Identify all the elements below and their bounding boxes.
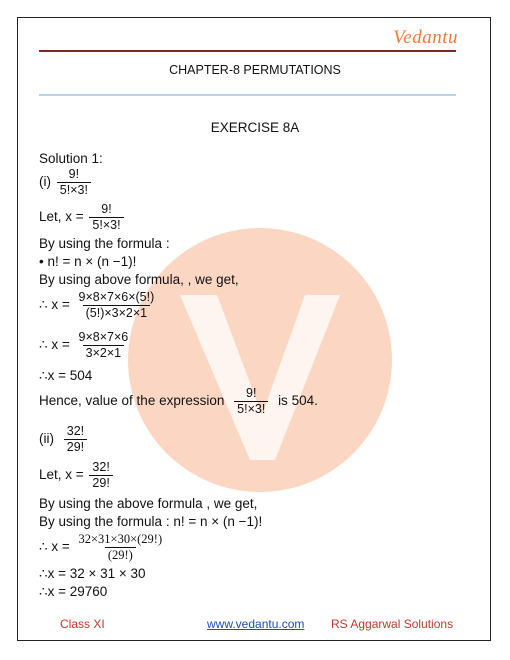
let-statement: Let, x = $\frac{32!}{29!}$ [39,460,115,491]
vedantu-logo: Vedantu [393,27,458,48]
fraction: $\frac{9\times 8\times 7\times 6\times(5!)}{(5!)\times 3\times 2\times 1}$ [78,290,155,320]
fraction: $\frac{9!}{5!\times 3!}$ [57,167,91,198]
part-ii-expression [39,424,89,455]
step-intro: By using the above formula , we get, [39,496,258,511]
formula: • n! = n × (n −1)! [39,254,137,269]
footer-class: Class XI [60,617,105,631]
let-statement: Let, x = $\frac{9!}{5!\times 3!}$ [39,202,126,233]
fraction: $\frac{9\times 8\times 7\times 6}{3\times 2\times 1}$ [78,330,129,360]
fraction: $\frac{32!}{29!}$ [64,424,87,455]
fraction: $\frac{32\times 31\times 30\times(29!)}{(29!)}$ [78,532,163,562]
watermark-v-icon [125,225,395,495]
step-2: ∴x = 32 × 31 × 30 [39,566,146,581]
footer-website-link[interactable]: www.vedantu.com [207,617,305,631]
step-intro: By using above formula, , we get, [39,272,239,287]
fraction: $\frac{9!}{5!\times 3!}$ [89,202,123,233]
exercise-title: EXERCISE 8A [210,120,300,135]
step-1: ∴ x = $\frac{9\times 8\times 7\times 6\times(5!)}{(5!)\times 3\times 2\times 1}$ [39,290,159,321]
step-2: ∴ x = $\frac{9\times 8\times 7\times 6}{3\times 2\times 1}$ [39,330,133,361]
result-ii: ∴x = 29760 [39,584,108,599]
formula-intro: By using the formula : [39,236,170,251]
chapter-title: CHAPTER-8 PERMUTATIONS [169,63,341,77]
header-rule [39,50,456,52]
section-divider [39,94,456,96]
part-i-expression [39,167,93,198]
part-label: (ii) [39,431,54,447]
fraction: $\frac{32!}{29!}$ [89,460,112,491]
solution-title: Solution 1: [39,151,103,166]
formula: By using the formula : n! = n × (n −1)! [39,514,263,529]
result-i: ∴x = 504 [39,368,93,383]
conclusion: Hence, value of the expression $\frac{9!}{5!\times 3!}$ is 504. [39,386,318,416]
fraction: $\frac{9!}{5!\times 3!}$ [234,386,268,417]
part-label: (i) [39,174,51,190]
step-1: ∴ x = $\frac{32\times 31\times 30\times(29!)}{(29!)}$ [39,532,167,563]
footer-book-title: RS Aggarwal Solutions [331,617,454,631]
